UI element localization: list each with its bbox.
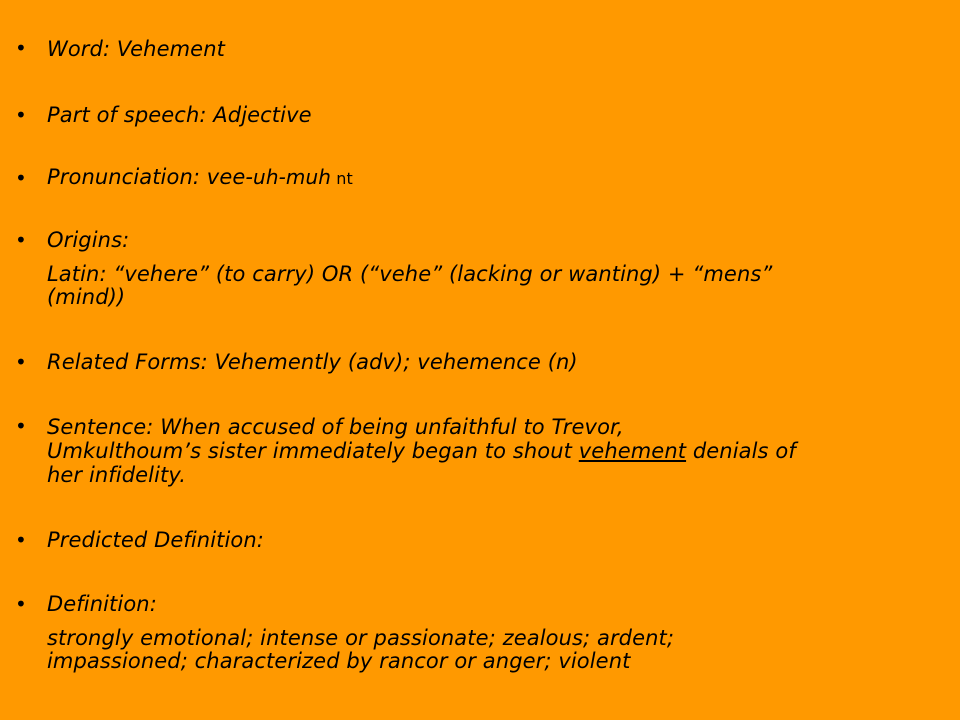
bullet: • (15, 228, 27, 252)
pronunciation-syllable: uh (305, 165, 332, 189)
definition-label: Definition: (47, 592, 157, 616)
sentence-line: her infidelity. (47, 463, 187, 487)
predicted-definition-line: Predicted Definition: (47, 528, 264, 552)
pronunciation-syllable: uh (253, 165, 279, 189)
pronunciation-tail: nt (331, 169, 353, 188)
definition-text-line: impassioned; characterized by rancor or anger; violent (47, 649, 631, 673)
bullet: • (15, 528, 27, 552)
sentence-text: denials of (686, 439, 796, 463)
definition-text-line: strongly emotional; intense or passionate; zealous; ardent; (47, 626, 675, 650)
bullet: • (15, 592, 27, 616)
sentence-line (47, 440, 796, 462)
origins-text-line: Latin: “vehere” (to carry) OR (“vehe” (lacking or wanting) + “mens” (47, 262, 773, 286)
sentence-text: Umkulthoum’s sister immediately began to shout (47, 439, 579, 463)
pronunciation-line (47, 166, 353, 190)
word-line: Word: Vehement (47, 37, 225, 61)
related-forms-line: Related Forms: Vehemently (adv); vehemence (n) (47, 350, 578, 374)
pronunciation-prefix: Pronunciation: vee- (47, 165, 254, 189)
origins-label: Origins: (47, 228, 130, 252)
part-of-speech-line: Part of speech: Adjective (47, 103, 312, 127)
sentence-line: Sentence: When accused of being unfaithful to Trevor, (47, 415, 624, 439)
bullet: • (15, 103, 27, 127)
bullet: • (15, 166, 27, 190)
bullet: • (15, 36, 27, 60)
bullet: • (15, 414, 27, 438)
sentence-target-word: vehement (578, 439, 687, 463)
bullet: • (15, 350, 27, 374)
origins-text-line: (mind)) (47, 285, 126, 309)
pronunciation-syllable: -m (278, 165, 306, 189)
